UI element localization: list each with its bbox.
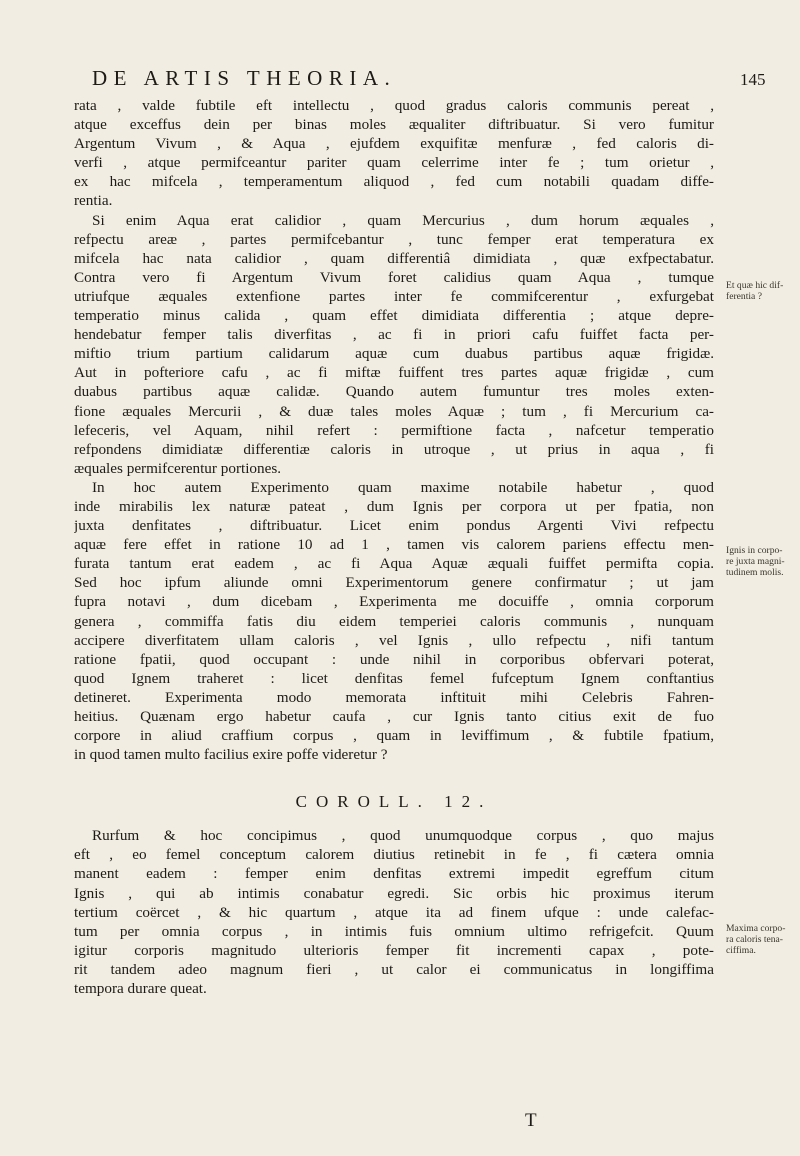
text-line: manent eadem : femper enim denfitas extremi impedit egreffum citum (74, 865, 714, 883)
text-line: corpore in aliud craffium corpus , quam in leviffimum , & fubtile fpatium, (74, 727, 714, 745)
margin-note-line: tudinem molis. (726, 567, 784, 578)
margin-note-line: Maxima corpo- (726, 923, 786, 934)
text-line: juxta denfitates , diftribuatur. Licet enim pondus Argenti Vivi refpectu (74, 517, 714, 535)
paragraph-2 (74, 211, 714, 478)
text-line: Si enim Aqua erat calidior , quam Mercurius , dum horum æquales , (92, 211, 714, 229)
corollary-heading: COROLL. 12. (295, 792, 493, 812)
text-line: tertium coërcet , & hic quartum , atque ita ad finem ufque : unde calefac- (74, 903, 714, 921)
margin-note-line: ciffima. (726, 945, 756, 956)
text-line: Ignis , qui ab intimis conabatur egredi. Sic orbis hic proximus iterum (74, 884, 714, 902)
text-line: Aut in pofteriore cafu , ac fi miftæ fuiffent tres partes aquæ frigidæ , cum (74, 364, 714, 382)
body-text (74, 96, 714, 998)
text-line: utriufque æquales extenfione partes inter fe commifcerentur , exfurgebat (74, 287, 714, 305)
paragraph-3 (74, 478, 714, 764)
text-line: in quod tamen multo facilius exire poffe videretur ? (74, 746, 388, 764)
text-line: furata tantum erat eadem , ac fi Aqua Aquæ æquali fuiffet permifta copia. (74, 555, 714, 573)
page-number: 145 (740, 70, 766, 89)
paragraph-4 (74, 826, 714, 998)
text-line: miftio trium partium calidarum aquæ cum duabus partibus aquæ frigidæ. (74, 345, 714, 363)
text-line: inde mirabilis lex naturæ pateat , dum Ignis per corpora ut per fpatia, non (74, 497, 714, 515)
text-line: tum per omnia corpus , in intimis fuis omnium ultimo refrigefcit. Quum (74, 922, 714, 940)
margin-note-line: ferentia ? (726, 291, 762, 302)
signature-mark: T (525, 1110, 537, 1131)
text-line: mifcela hac nata calidior , quam differentiâ dimidiata , quæ exfpectabatur. (74, 249, 714, 267)
text-line: In hoc autem Experimento quam maxime notabile habetur , quod (92, 478, 714, 496)
text-line: rentia. (74, 192, 113, 210)
text-line: lefeceris, vel Aquam, nihil refert : permiftione facta , nafcetur temperatio (74, 421, 714, 439)
text-line: igitur corporis magnitudo ulterioris femper fit incrementi capax , pote- (74, 941, 714, 959)
text-line: refpondens dimidiatæ differentiæ caloris in utroque , ut prius in aqua , fi (74, 440, 714, 458)
text-line: temperatio minus calida , quam effet dimidiata differentia ; atque depre- (74, 307, 714, 325)
text-line: refpectu areæ , partes permifcebantur , tunc femper erat temperatura ex (74, 230, 714, 248)
text-line: rata , valde fubtile eft intellectu , quod gradus caloris communis pereat , (74, 97, 714, 114)
margin-note-3 (726, 923, 798, 956)
text-line: quod Ignem traheret : licet denfitas femel fufceptum Ignem conftantius (74, 669, 714, 687)
text-line: Sed hoc ipfum aliunde omni Experimentorum genere confirmatur ; ut jam (74, 574, 714, 592)
header-title: DE ARTIS THEORIA. (92, 66, 397, 90)
text-line: rit tandem adeo magnum fieri , ut calor ei communicatus in longiffima (74, 960, 714, 978)
margin-note-line: Et quæ hic dif- (726, 280, 784, 291)
text-line: duabus partibus aquæ calidæ. Quando autem fumuntur tres moles exten- (74, 383, 714, 401)
text-line: accipere diverfitatem ullam caloris , vel Ignis , ullo refpectu , nifi tantum (74, 631, 714, 649)
text-line: Rurfum & hoc concipimus , quod unumquodque corpus , quo majus (92, 827, 714, 845)
margin-note-line: Ignis in corpo- (726, 545, 783, 556)
text-line: ratione fpatii, quod occupant : unde nihil in corporibus obfervari poterat, (74, 650, 714, 668)
margin-note-line: re juxta magni- (726, 556, 785, 567)
text-line: eft , eo femel conceptum calorem diutius retinebit in fe , fi cætera omnia (74, 846, 714, 864)
text-line: æquales permifcerentur portiones. (74, 459, 282, 477)
margin-note-line: ra caloris tena- (726, 934, 783, 945)
text-line: verfi , atque permifceantur pariter quam celerrime inter fe ; tum orietur , (74, 154, 714, 172)
text-line: Argentum Vivum , & Aqua , ejufdem exquifitæ menfuræ , fed caloris di- (74, 135, 714, 153)
text-line: ex hac mifcela , temperamentum aliquod , fed cum notabili quadam diffe- (74, 173, 714, 191)
running-header (0, 66, 800, 96)
text-line: heitius. Quænam ergo habetur caufa , cur Ignis tanto citius exit de fuo (74, 708, 714, 725)
text-line: fupra notavi , dum dicebam , Experimenta me docuiffe , omnia corporum (74, 593, 714, 611)
text-line: detineret. Experimenta modo memorata inftituit mihi Celebris Fahren- (74, 688, 714, 706)
text-line: hendebatur femper talis diverfitas , ac fi in priori cafu fuiffet facta per- (74, 326, 714, 344)
text-line: genera , commiffa fatis diu eidem temperiei caloris communis , nunquam (74, 612, 714, 630)
margin-note-1 (726, 280, 798, 302)
text-line: Contra vero fi Argentum Vivum foret calidius quam Aqua , tumque (74, 268, 714, 286)
text-line: atque exceffus dein per binas moles æqualiter diftribuatur. Si vero fumitur (74, 116, 714, 134)
text-line: tempora durare queat. (74, 980, 207, 998)
text-line: aquæ fere effet in ratione 10 ad 1 , tamen vis calorem pariens effectu men- (74, 536, 714, 554)
paragraph-1 (74, 96, 714, 211)
margin-note-2 (726, 545, 798, 578)
text-line: fione æquales Mercurii , & duæ tales moles Aquæ ; tum , fi Mercurium ca- (74, 402, 714, 420)
